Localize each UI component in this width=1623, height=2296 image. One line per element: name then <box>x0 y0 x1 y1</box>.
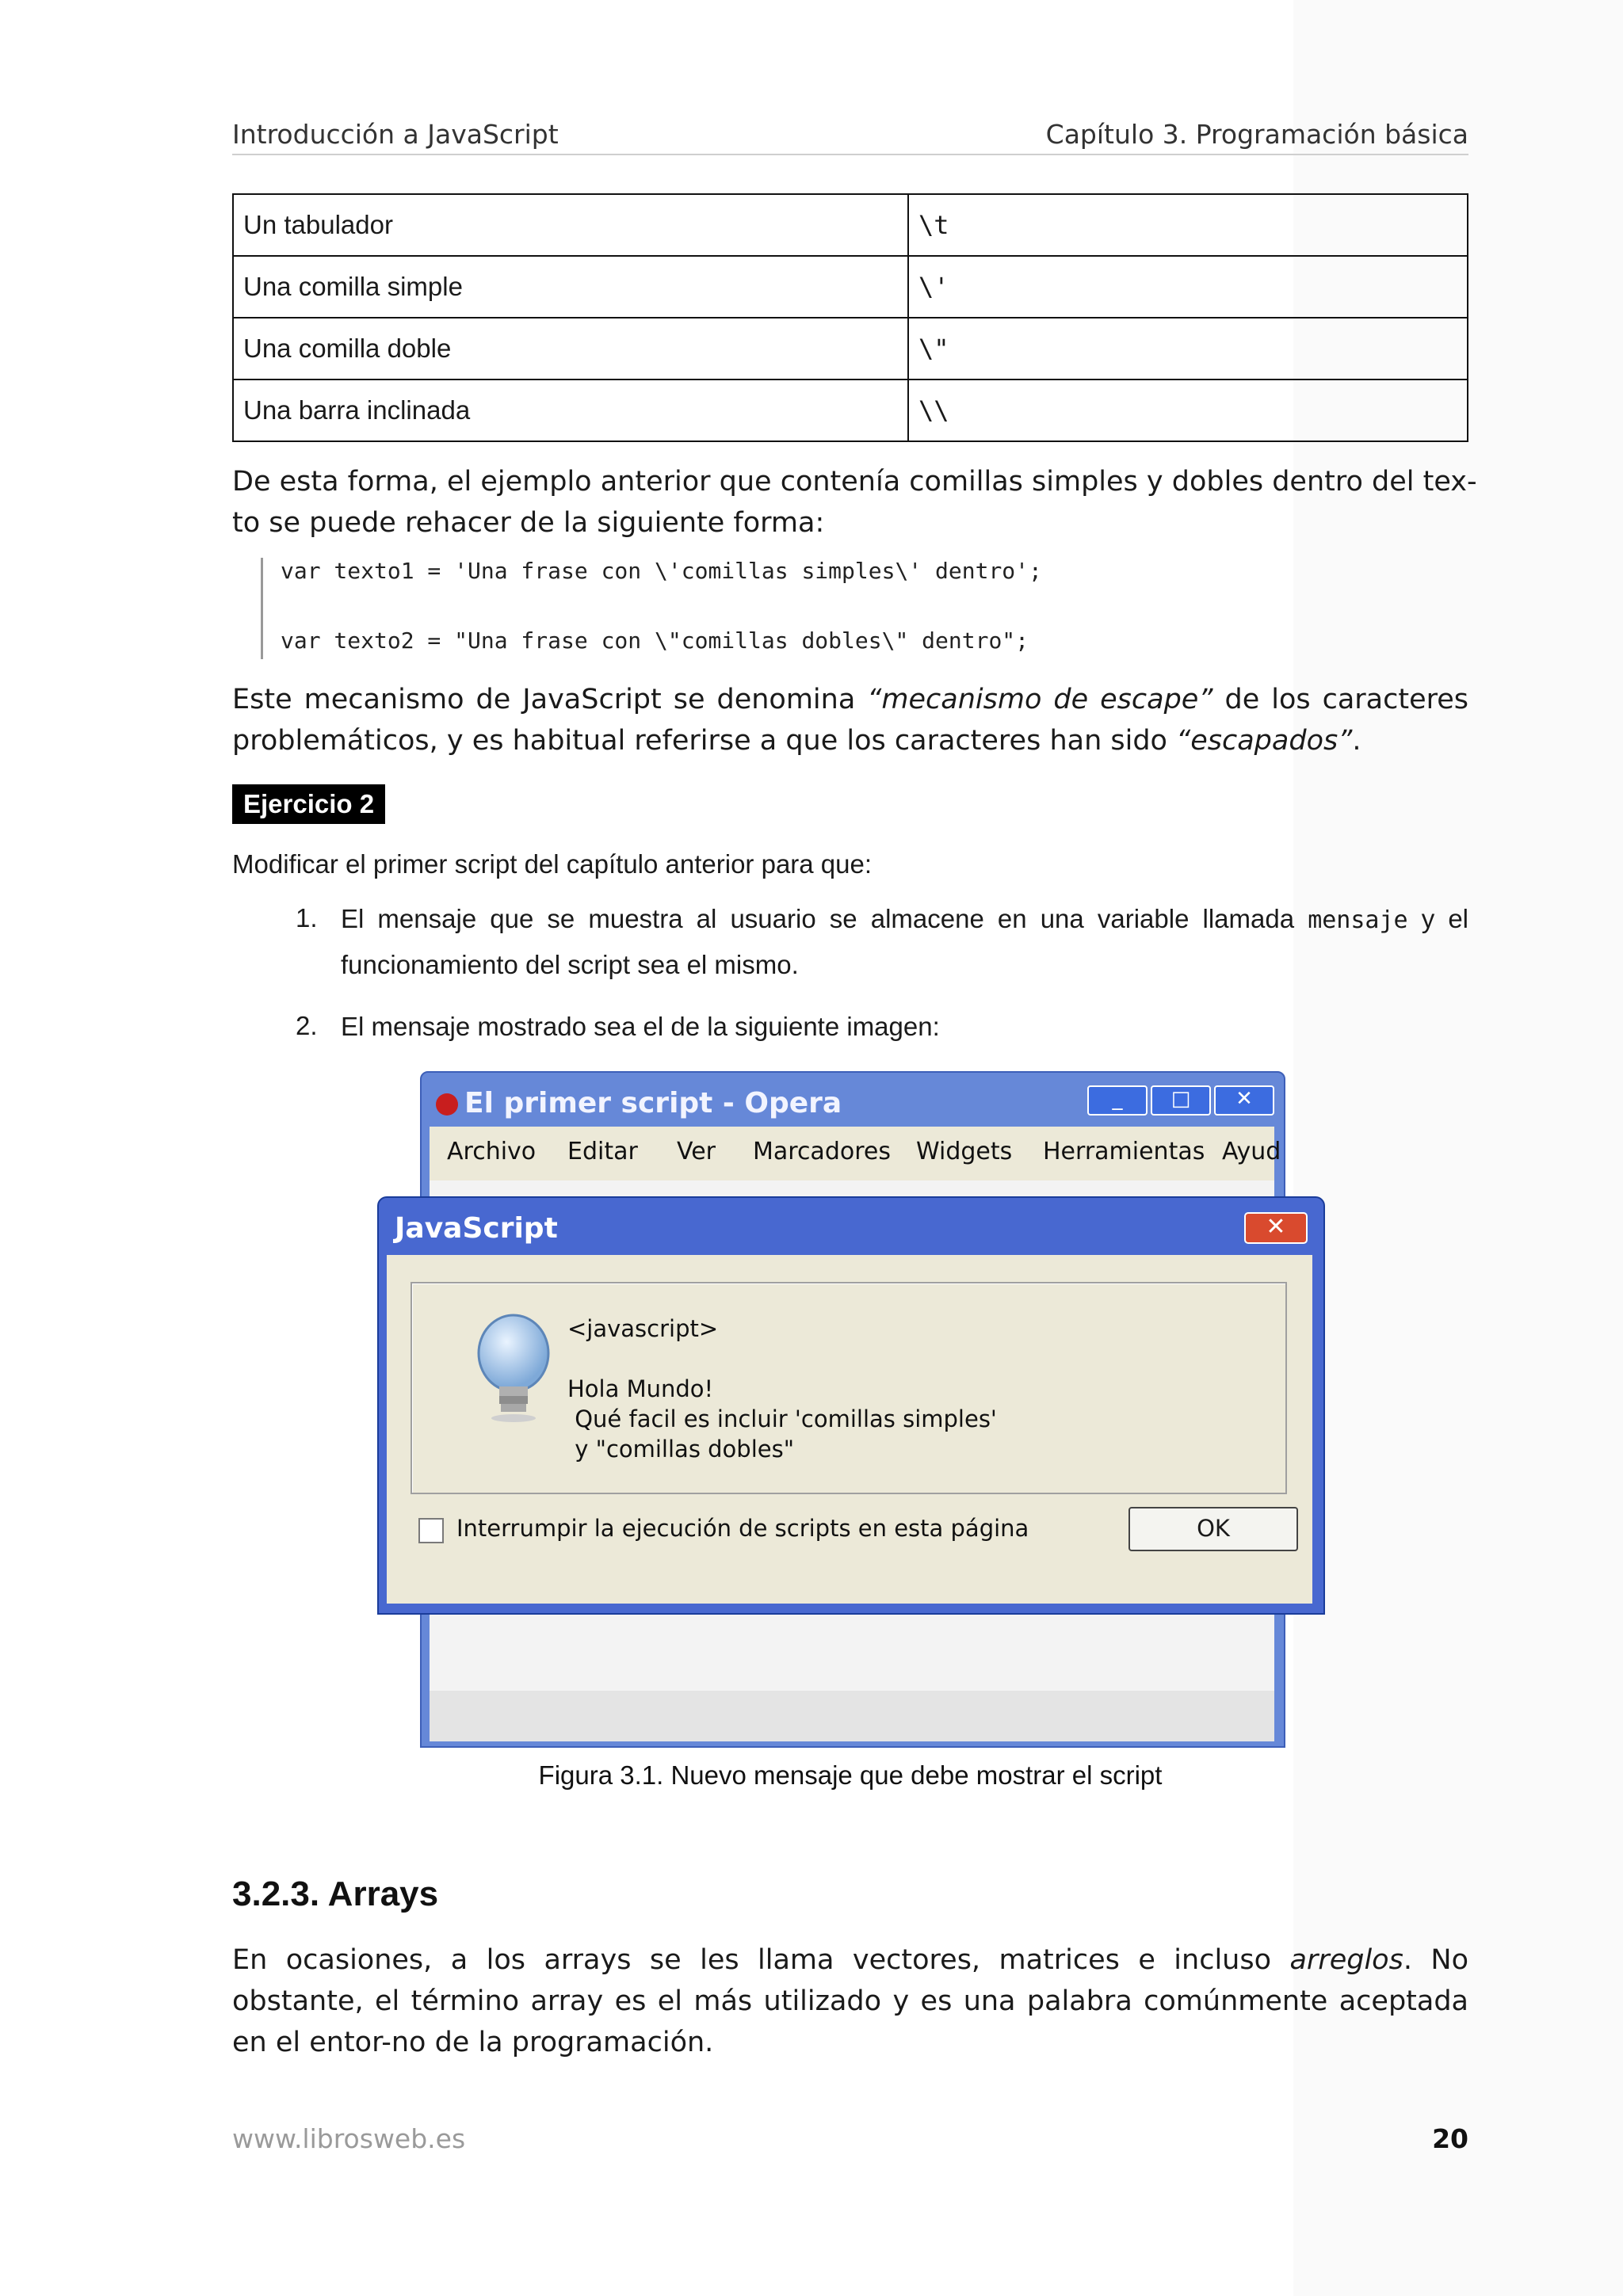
table-cell-desc: Un tabulador <box>233 194 908 256</box>
page-number: 20 <box>1432 2123 1468 2154</box>
menu-item-herramientas[interactable]: Herramientas <box>1043 1138 1205 1165</box>
running-header <box>232 119 1468 155</box>
text-run: . <box>1352 725 1361 757</box>
menu-item-ayuda[interactable]: Ayud <box>1222 1138 1281 1165</box>
table-cell-code: \' <box>908 256 1468 318</box>
paragraph-escape-mechanism <box>232 679 1468 761</box>
text-run: Este mecanismo de JavaScript se denomina <box>232 684 868 715</box>
table-row <box>233 379 1468 441</box>
paragraph-line: De esta forma, el ejemplo anterior que contenía comillas simples y dobles dentro del tex- <box>232 466 1477 498</box>
paragraph-line: to se puede rehacer de la siguiente forma: <box>232 507 825 539</box>
table-cell-code: \t <box>908 194 1468 256</box>
opera-logo-icon <box>436 1093 458 1116</box>
ok-button[interactable]: OK <box>1128 1507 1298 1551</box>
header-chapter: Capítulo 3. Programación básica <box>1045 119 1468 150</box>
message-line: Qué facil es incluir 'comillas simples' <box>567 1405 997 1432</box>
text-run: de los caracteres problemáticos, y es habitual referirse a que los caracteres han sido <box>232 684 1468 757</box>
menu-item-marcadores[interactable]: Marcadores <box>753 1138 891 1165</box>
dialog-title: JavaScript <box>395 1212 558 1245</box>
emphasis-term: “escapados” <box>1176 725 1353 757</box>
text-run: . No obstante, el término array es el más utilizado y es una palabra comúnmente aceptada en el entor-no de la programación. <box>232 1944 1468 2058</box>
table-cell-code: \" <box>908 318 1468 379</box>
screenshot-figure <box>369 1071 1330 1746</box>
opera-title <box>436 1087 842 1119</box>
table-row <box>233 318 1468 379</box>
dialog-body <box>387 1255 1312 1604</box>
table-row <box>233 194 1468 256</box>
menu-item-editar[interactable]: Editar <box>567 1138 638 1165</box>
maximize-button[interactable]: □ <box>1151 1085 1211 1116</box>
checkbox-label: Interrumpir la ejecución de scripts en esta página <box>456 1515 1029 1542</box>
minimize-button[interactable]: _ <box>1087 1085 1148 1116</box>
table-cell-desc: Una barra inclinada <box>233 379 908 441</box>
list-number: 2. <box>296 1011 318 1040</box>
message-box <box>411 1282 1287 1494</box>
header-book-title: Introducción a JavaScript <box>232 119 559 150</box>
text-run: El mensaje que se muestra al usuario se almacene en una variable llamada <box>341 904 1308 933</box>
code-line: var texto1 = 'Una frase con \'comillas simples\' dentro'; <box>281 558 1042 584</box>
message-line: Hola Mundo! <box>567 1375 714 1402</box>
emphasis-term: “mecanismo de escape” <box>867 684 1213 715</box>
list-item-text <box>341 897 1468 987</box>
javascript-alert-dialog <box>377 1196 1325 1615</box>
close-button[interactable]: ✕ <box>1214 1085 1274 1116</box>
list-item <box>296 903 1468 992</box>
interrupt-scripts-checkbox[interactable] <box>418 1518 444 1543</box>
opera-status-area <box>430 1691 1274 1741</box>
inline-code: mensaje <box>1308 906 1408 934</box>
menu-bar <box>430 1127 1281 1180</box>
menu-item-ver[interactable]: Ver <box>677 1138 716 1165</box>
table-row <box>233 256 1468 318</box>
text-run: En ocasiones, a los arrays se les llama vectores, matrices e incluso <box>232 1944 1290 1976</box>
menu-item-widgets[interactable]: Widgets <box>916 1138 1013 1165</box>
table-cell-code: \\ <box>908 379 1468 441</box>
exercise-badge: Ejercicio 2 <box>232 784 385 824</box>
message-header: <javascript> <box>567 1315 719 1342</box>
dialog-close-button[interactable]: ✕ <box>1244 1212 1308 1244</box>
emphasis-term: arreglos <box>1289 1944 1403 1976</box>
paragraph-escape-intro <box>232 461 1477 543</box>
paragraph-arrays <box>232 1939 1468 2063</box>
menu-item-archivo[interactable]: Archivo <box>447 1138 537 1165</box>
code-line: var texto2 = "Una frase con \"comillas dobles\" dentro"; <box>281 627 1029 654</box>
section-heading: 3.2.3. Arrays <box>232 1875 439 1913</box>
list-item-text: El mensaje mostrado sea el de la siguiente imagen: <box>341 1012 940 1041</box>
figure-caption: Figura 3.1. Nuevo mensaje que debe mostrar el script <box>538 1760 1163 1790</box>
escape-sequence-table <box>232 193 1468 442</box>
code-block <box>261 558 1469 659</box>
message-line: y "comillas dobles" <box>567 1436 795 1463</box>
footer-url: www.librosweb.es <box>232 2123 466 2154</box>
exercise-intro: Modificar el primer script del capítulo anterior para que: <box>232 849 873 879</box>
table-cell-desc: Una comilla simple <box>233 256 908 318</box>
lightbulb-icon <box>458 1309 569 1426</box>
text-run: y el funcionamiento del script sea el mismo. <box>341 904 1468 979</box>
table-cell-desc: Una comilla doble <box>233 318 908 379</box>
opera-title-text: El primer script - Opera <box>464 1087 842 1119</box>
list-number: 1. <box>296 903 318 933</box>
